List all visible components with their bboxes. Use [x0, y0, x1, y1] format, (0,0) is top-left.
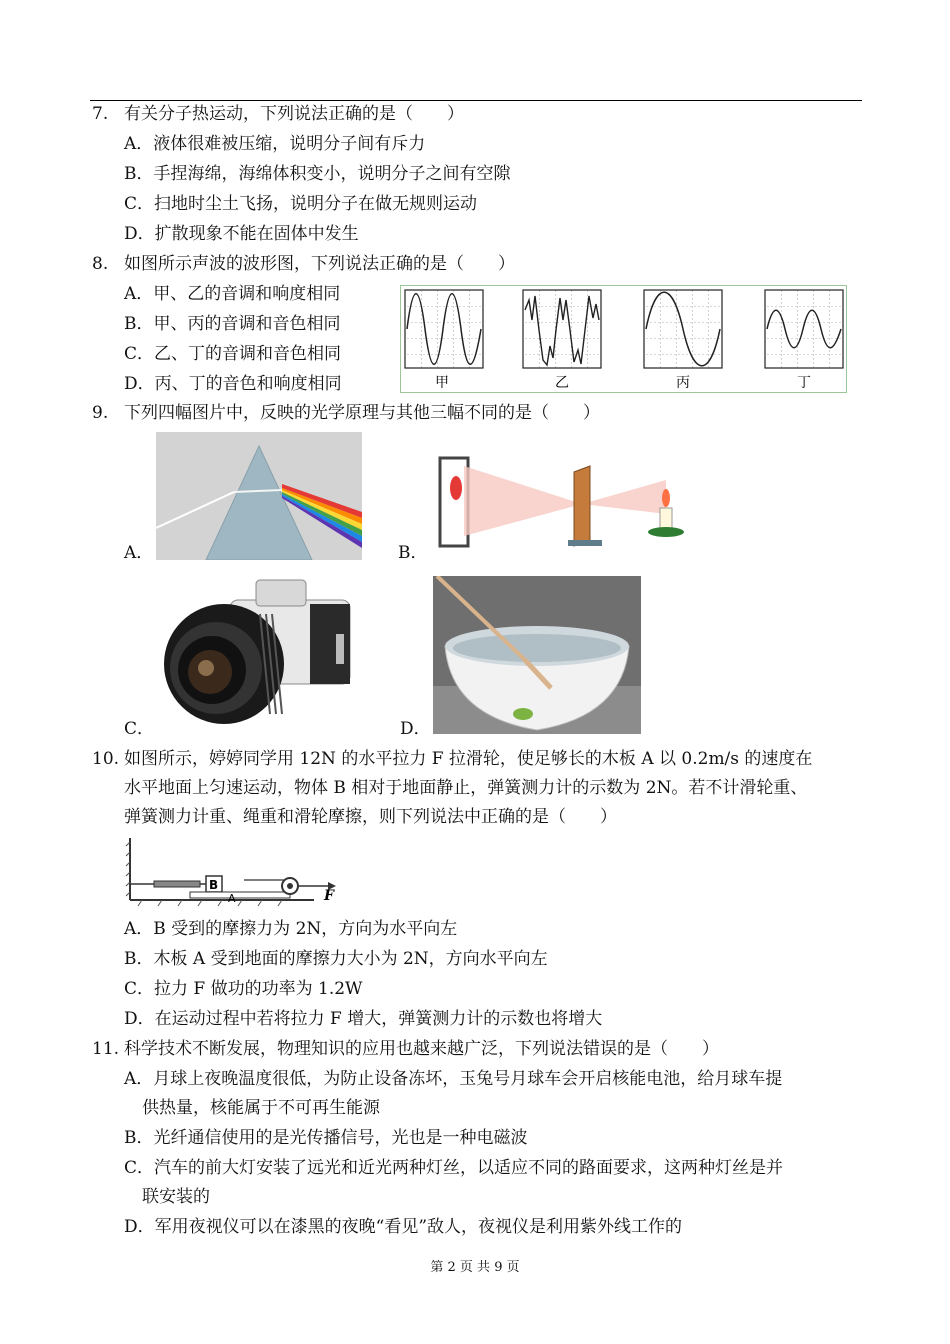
q7-option-c: C．扫地时尘土飞扬，说明分子在做无规则运动 [124, 194, 478, 214]
q7-stem: 有关分子热运动，下列说法正确的是（ ） [124, 104, 464, 124]
q10-option-d: D．在运动过程中若将拉力 F 增大，弹簧测力计的示数也将增大 [124, 1009, 603, 1029]
q11-option-c-line1: C．汽车的前大灯安装了远光和近光两种灯丝，以适应不同的路面要求，这两种灯丝是并 [124, 1158, 784, 1178]
force-f-label: F [324, 888, 334, 904]
camera-image [160, 574, 358, 734]
waveform-figure [400, 285, 847, 393]
q9-number: 9. [92, 403, 109, 423]
q11-option-d: D．军用夜视仪可以在漆黑的夜晚“看见”敌人，夜视仪是利用紫外线工作的 [124, 1217, 683, 1237]
q11-number: 11. [92, 1039, 120, 1059]
q11-option-c-line2: 联安装的 [142, 1187, 210, 1207]
page-footer: 第 2 页 共 9 页 [430, 1260, 520, 1275]
q7-option-a: A．液体很难被压缩，说明分子间有斥力 [124, 134, 426, 154]
prism-image [156, 432, 362, 560]
wave-panel-jia [405, 290, 483, 368]
q8-option-c: C．乙、丁的音调和音色相同 [124, 344, 342, 364]
q7-option-b: B．手捏海绵，海绵体积变小，说明分子之间有空隙 [124, 164, 511, 184]
wave-panel-bing [644, 290, 722, 368]
q11-option-a-line1: A．月球上夜晚温度很低，为防止设备冻坏，玉兔号月球车会开启核能电池，给月球车提 [124, 1069, 783, 1089]
block-b-label: B [209, 878, 219, 892]
wave-panel-ding [765, 290, 843, 368]
q8-option-d: D．丙、丁的音色和响度相同 [124, 374, 342, 394]
q11-option-a-line2: 供热量，核能属于不可再生能源 [142, 1098, 380, 1118]
wave-label-yi: 乙 [555, 375, 569, 391]
q8-number: 8. [92, 254, 109, 274]
q9-stem: 下列四幅图片中，反映的光学原理与其他三幅不同的是（ ） [124, 403, 600, 423]
wave-panel-yi [523, 290, 601, 368]
q10-number: 10. [92, 749, 120, 769]
q9-label-c: C． [124, 719, 155, 739]
q8-option-a: A．甲、乙的音调和响度相同 [124, 284, 341, 304]
wave-label-ding: 丁 [797, 375, 811, 391]
q10-stem-line1: 如图所示，婷婷同学用 12N 的水平拉力 F 拉滑轮，使足够长的木板 A 以 0.2m/s 的速度在 [124, 749, 813, 769]
q11-option-b: B．光纤通信使用的是光传播信号，光也是一种电磁波 [124, 1128, 528, 1148]
board-a-label: A [228, 892, 236, 905]
q9-label-d: D． [400, 719, 431, 739]
q7-option-d: D．扩散现象不能在固体中发生 [124, 224, 359, 244]
wave-label-bing: 丙 [676, 375, 690, 391]
q9-label-b: B． [398, 543, 428, 563]
q10-stem-line3: 弹簧测力计重、绳重和滑轮摩擦，则下列说法中正确的是（ ） [124, 807, 617, 827]
chopstick-in-bowl-image [433, 576, 641, 734]
q11-stem: 科学技术不断发展，物理知识的应用也越来越广泛，下列说法错误的是（ ） [124, 1039, 719, 1059]
q9-label-a: A． [124, 543, 154, 563]
q10-option-b: B．木板 A 受到地面的摩擦力大小为 2N，方向水平向左 [124, 949, 548, 969]
q7-number: 7. [92, 104, 109, 124]
waveform-diagram [401, 286, 846, 392]
q10-option-a: A．B 受到的摩擦力为 2N，方向为水平向左 [124, 919, 458, 939]
pinhole-camera-image [434, 436, 690, 554]
q10-option-c: C．拉力 F 做功的功率为 1.2W [124, 979, 363, 999]
header-rule [90, 100, 862, 101]
pulley-diagram [124, 836, 344, 910]
q8-stem: 如图所示声波的波形图，下列说法正确的是（ ） [124, 254, 515, 274]
q10-stem-line2: 水平地面上匀速运动，物体 B 相对于地面静止，弹簧测力计的示数为 2N。若不计滑轮重、 [124, 778, 808, 798]
wave-label-jia: 甲 [435, 375, 449, 391]
q8-option-b: B．甲、丙的音调和音色相同 [124, 314, 341, 334]
